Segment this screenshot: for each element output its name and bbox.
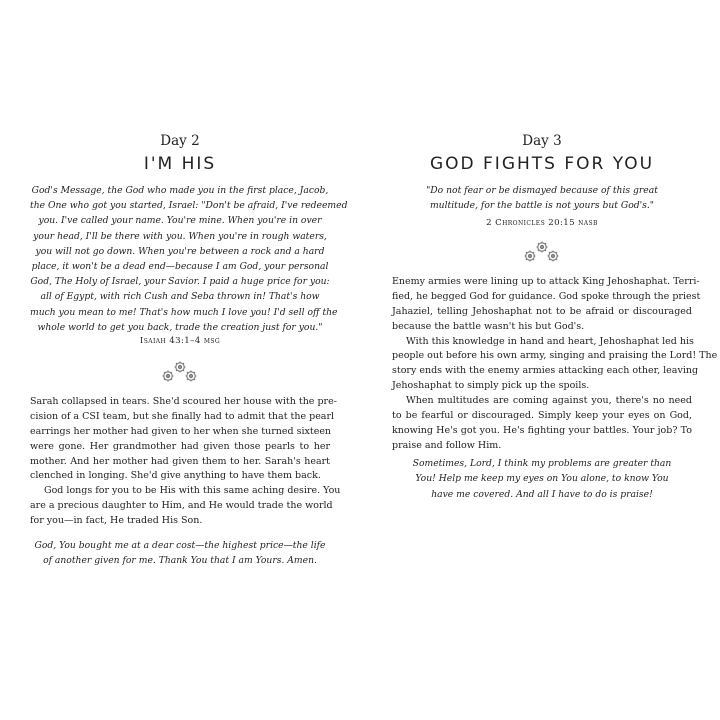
body-line: earrings her mother had given to her when she turned sixteen	[30, 425, 332, 437]
devotion-body	[392, 275, 718, 454]
verse-line: much you mean to me! That's how much I love you! I'd sell off the	[30, 306, 338, 318]
body-line: were gone. Her grandmother had given those pearls to her	[30, 440, 330, 452]
body-line: Jahaziel, telling Jehoshaphat not to be afraid or discouraged	[392, 305, 692, 317]
body-line: God longs for you to be His with this same aching desire. You	[44, 485, 341, 497]
body-line: people out before his own army, singing and praising the Lord! The	[392, 350, 718, 362]
body-line: clenched in longing. She'd give anything to have them back.	[30, 470, 321, 482]
right-page	[392, 0, 718, 720]
body-line: Jehoshaphat to simply pick up the spoils.	[392, 380, 590, 392]
prayer-line: You! Help me keep my eyes on You alone, to know You	[415, 473, 669, 485]
prayer-line: God, You bought me at a dear cost—the highest price—the life	[34, 540, 326, 551]
body-line: mother. And her mother had given them to her. Sarah's heart	[30, 455, 330, 467]
verse-line: the One who got you started, Israel: "Don't be afraid, I've redeemed	[30, 200, 348, 212]
verse-line: all of Egypt, with rich Cush and Seba thrown in! That's how	[40, 291, 320, 303]
prayer-line: of another given for me. Thank You that I am Yours. Amen.	[43, 555, 317, 567]
devotion-body	[30, 395, 341, 529]
body-line: fied, he begged God for guidance. God spoke through the priest	[392, 290, 701, 302]
prayer-line: have me covered. And all I have to do is praise!	[431, 488, 653, 500]
verse-line: you will not go down. When you're between a rock and a hard	[35, 245, 325, 257]
body-line: Enemy armies were lining up to attack King Jehoshaphat. Terri-	[392, 276, 700, 287]
verse-line: place, it won't be a dead end—because I am God, your personal	[31, 260, 329, 272]
scripture-verse	[392, 183, 692, 213]
body-line: Sarah collapsed in tears. She'd scoured her house with the pre-	[30, 396, 337, 407]
verse-line: "Do not fear or be dismayed because of this great	[426, 185, 658, 196]
floral-ornament-icon	[520, 238, 564, 266]
body-line: story ends with the enemy armies attacking each other, leaving	[392, 365, 699, 377]
verse-line: multitude, for the battle is not yours but God's."	[429, 200, 655, 212]
verse-line: your head, I'll be there with you. When you're in rough waters,	[33, 230, 327, 242]
verse-line: God's Message, the God who made you in the first place, Jacob,	[31, 185, 329, 196]
body-line: knowing He's got you. He's fighting your battles. Your job? To	[392, 424, 692, 436]
body-line: cision of a CSI team, but she finally had to admit that the pearl	[30, 410, 335, 422]
body-line: When multitudes are coming against you, there's no need	[406, 395, 692, 407]
prayer-line: Sometimes, Lord, I think my problems are greater than	[412, 458, 672, 469]
scripture-reference: Isaiah 43:1–4 msg	[139, 336, 221, 346]
day-label: Day 3	[522, 133, 562, 149]
body-line: because the battle wasn't his but God's.	[392, 320, 585, 332]
body-line: praise and follow Him.	[392, 439, 502, 451]
verse-line: God, The Holy of Israel, your Savior. I paid a huge price for you:	[30, 276, 330, 288]
verse-line: you. I've called your name. You're mine. When you're in over	[38, 215, 322, 227]
floral-ornament-icon	[158, 358, 202, 386]
closing-prayer	[30, 538, 330, 569]
scripture-reference: 2 Chronicles 20:15 nasb	[486, 218, 598, 228]
day-label: Day 2	[160, 133, 200, 149]
devotion-title: I'M HIS	[143, 154, 217, 174]
body-line: for you—in fact, He traded His Son.	[30, 515, 203, 527]
scripture-verse	[30, 183, 348, 335]
devotion-title: GOD FIGHTS FOR YOU	[429, 154, 655, 174]
body-line: With this knowledge in hand and heart, Jehoshaphat led his	[406, 335, 694, 347]
left-page	[30, 0, 348, 720]
verse-line: whole world to get you back, trade the creation just for you."	[37, 321, 323, 333]
closing-prayer	[392, 456, 692, 502]
body-line: are a precious daughter to Him, and He would trade the world	[30, 500, 333, 512]
body-line: to be fearful or discouraged. Simply keep your eyes on God,	[392, 410, 692, 422]
